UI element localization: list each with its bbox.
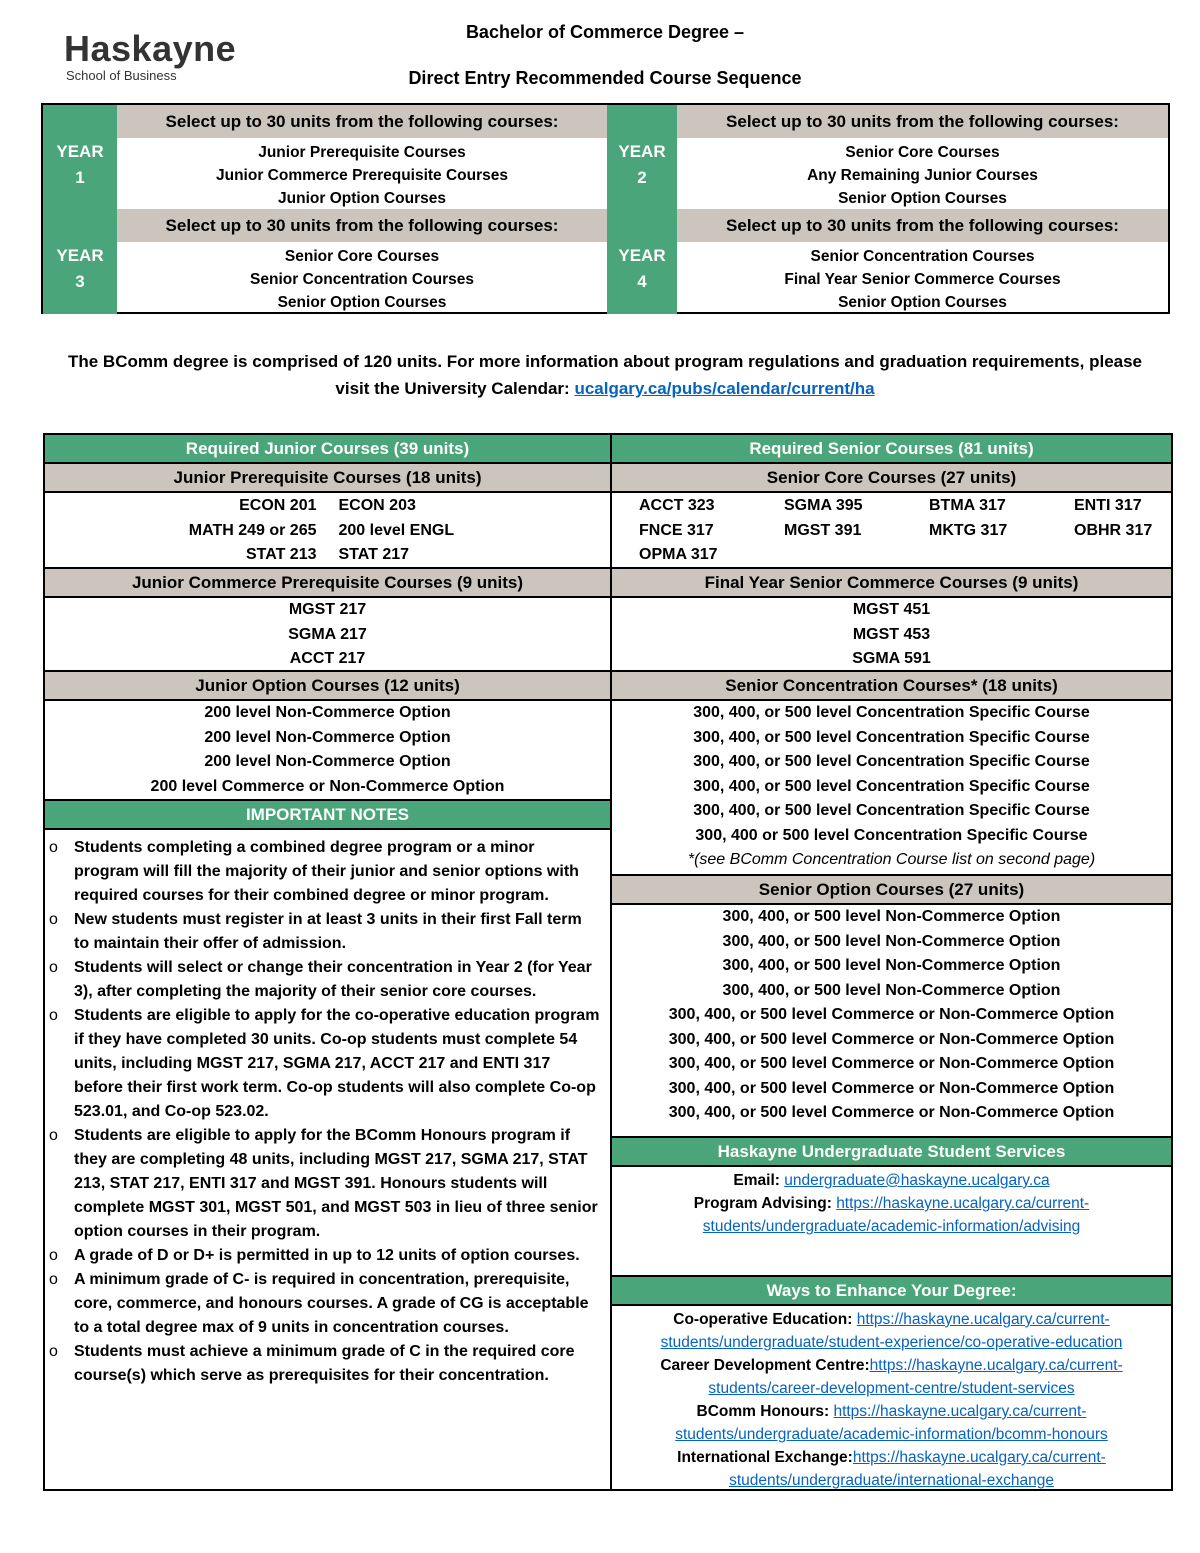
course-item: 300, 400, or 500 level Non-Commerce Option: [722, 981, 1061, 999]
course-item: 300, 400, or 500 level Non-Commerce Option: [722, 908, 1061, 925]
course-item: MATH 249 or 265: [188, 521, 317, 539]
junior-options-header: Junior Option Courses (12 units): [45, 672, 610, 701]
email-label: Email:: [733, 1172, 785, 1189]
note-item: o A minimum grade of C- is required in concentration, prerequisite, core, commerce, and honours courses. A grade of CG is acceptable to a total degree max of 9 units in concentration courses.: [49, 1271, 589, 1336]
senior-core-header: Senior Core Courses (27 units): [612, 464, 1171, 493]
enhance-box: [612, 1306, 1171, 1492]
year-2-header: Select up to 30 units from the following courses:: [677, 105, 1168, 138]
career-link[interactable]: https://haskayne.ucalgary.ca/current-students/career-development-centre/student-services: [708, 1357, 1123, 1397]
services-header: Haskayne Undergraduate Student Services: [612, 1138, 1171, 1167]
enhance-label: International Exchange:: [677, 1449, 853, 1466]
logo-subtitle: School of Business: [66, 68, 177, 83]
services-box: [612, 1167, 1171, 1277]
senior-core-box: [612, 493, 1171, 569]
year-4-header: Select up to 30 units from the following courses:: [677, 209, 1168, 242]
course-item: BTMA 317: [929, 497, 1006, 514]
year-2-course: Any Remaining Junior Courses: [807, 167, 1038, 184]
enhance-label: Co-operative Education:: [673, 1311, 857, 1328]
email-link[interactable]: undergraduate@haskayne.ucalgary.ca: [784, 1172, 1050, 1189]
course-item: 200 level ENGL: [338, 521, 455, 539]
degree-info-text: The BComm degree is comprised of 120 units. For more information about program regulations and graduation requirements, please visit the University Calendar:: [67, 352, 1143, 398]
year-4-course: Final Year Senior Commerce Courses: [784, 271, 1061, 288]
note-item: o Students completing a combined degree program or a minor program will fill the majority of their junior and senior options with required courses for their combined degree or minor program.: [49, 839, 579, 904]
year-1-courses: [117, 105, 607, 209]
junior-commerce-box: [45, 598, 610, 672]
course-item: SGMA 395: [784, 497, 863, 514]
course-item: 300, 400, or 500 level Commerce or Non-Commerce Option: [668, 1030, 1115, 1048]
course-item: MGST 391: [784, 521, 862, 539]
course-item: 300, 400, or 500 level Concentration Specific Course: [693, 753, 1090, 770]
course-item: 200 level Non-Commerce Option: [204, 704, 451, 721]
coop-link[interactable]: https://haskayne.ucalgary.ca/current-students/undergraduate/student-experience/co-operative-education: [660, 1311, 1123, 1351]
year-4-course: Senior Concentration Courses: [810, 248, 1035, 265]
year-1-badge: YEAR 1: [43, 105, 117, 209]
concentration-note: *(see BComm Concentration Course list on second page): [687, 851, 1096, 868]
note-item: o Students are eligible to apply for the BComm Honours program if they are completing 48 units, including MGST 217, SGMA 217, STAT 213, STAT 217, ENTI 317 and MGST 391. Honours students will complete MGST 301, MGST 501, and MGST 503 in lieu of three senior option courses in their program.: [49, 1127, 598, 1240]
year-1-course: Junior Option Courses: [278, 190, 446, 207]
course-item: ECON 201: [239, 497, 317, 514]
year-3-header: Select up to 30 units from the following courses:: [117, 209, 607, 242]
course-item: OBHR 317: [1074, 521, 1153, 539]
note-item: o A grade of D or D+ is permitted in up to 12 units of option courses.: [49, 1247, 580, 1264]
course-item: 300, 400, or 500 level Concentration Specific Course: [693, 802, 1090, 819]
course-item: 300, 400, or 500 level Non-Commerce Option: [722, 932, 1061, 950]
course-item: 300, 400, or 500 level Concentration Specific Course: [693, 704, 1090, 721]
senior-options-box: [612, 905, 1171, 1138]
senior-header: Required Senior Courses (81 units): [612, 435, 1171, 464]
year-3-courses: [117, 209, 607, 314]
enhance-header: Ways to Enhance Your Degree:: [612, 1277, 1171, 1306]
course-item: STAT 213: [245, 546, 317, 563]
note-item: o Students are eligible to apply for the co-operative education program if they have completed 30 units. Co-op students must complete 54 units, including MGST 217, SGMA 217, ACCT 217 and ENTI 317 before their first work term. Co-op students will also complete Co-op 523.01, and Co-op 523.02.: [49, 1007, 600, 1120]
year-3-course: Senior Core Courses: [284, 248, 440, 265]
honours-link[interactable]: https://haskayne.ucalgary.ca/current-students/undergraduate/academic-information/bcomm-honours: [675, 1403, 1108, 1443]
notes-list: [45, 830, 610, 1388]
final-year-box: [612, 598, 1171, 672]
junior-prereq-header: Junior Prerequisite Courses (18 units): [45, 464, 610, 493]
page-title: Bachelor of Commerce Degree –: [465, 22, 745, 42]
exchange-link[interactable]: https://haskayne.ucalgary.ca/current-students/undergraduate/international-exchange: [729, 1449, 1106, 1489]
course-item: MGST 451: [852, 601, 931, 618]
note-item: o Students must achieve a minimum grade of C in the required core course(s) which serve as prerequisites for their concentration.: [49, 1343, 575, 1384]
year-2-course: Senior Option Courses: [838, 190, 1007, 207]
junior-header: Required Junior Courses (39 units): [45, 435, 610, 464]
course-item: 300, 400, or 500 level Commerce or Non-Commerce Option: [668, 1104, 1115, 1121]
year-3-course: Senior Concentration Courses: [250, 271, 474, 288]
year-2-courses: [677, 105, 1168, 209]
logo-wordmark: Haskayne: [64, 28, 237, 69]
senior-column: [612, 435, 1171, 1489]
course-item: 300, 400, or 500 level Non-Commerce Option: [722, 957, 1061, 974]
course-item: 200 level Non-Commerce Option: [204, 753, 451, 770]
course-item: SGMA 217: [288, 625, 367, 643]
course-item: MGST 453: [852, 625, 931, 643]
course-item: ECON 203: [338, 497, 416, 514]
year-1-course: Junior Commerce Prerequisite Courses: [215, 167, 509, 184]
course-sequence-table: [41, 103, 1170, 314]
year-3-badge: YEAR 3: [43, 209, 117, 314]
junior-commerce-header: Junior Commerce Prerequisite Courses (9 units): [45, 569, 610, 598]
calendar-link[interactable]: ucalgary.ca/pubs/calendar/current/ha: [574, 379, 875, 398]
year-1-course: Junior Prerequisite Courses: [258, 144, 466, 161]
notes-header: IMPORTANT NOTES: [45, 801, 610, 830]
course-item: 300, 400, or 500 level Commerce or Non-Commerce Option: [668, 1055, 1115, 1072]
note-item: o New students must register in at least 3 units in their first Fall term to maintain their offer of admission.: [49, 911, 582, 952]
year-2-course: Senior Core Courses: [845, 144, 1000, 161]
concentration-header: Senior Concentration Courses* (18 units): [612, 672, 1171, 701]
enhance-label: Career Development Centre:: [660, 1357, 870, 1374]
course-item: SGMA 591: [852, 650, 931, 667]
course-item: OPMA 317: [639, 546, 718, 563]
year-2-badge: YEAR 2: [607, 105, 677, 209]
course-item: 200 level Non-Commerce Option: [204, 728, 451, 746]
course-item: 300, 400, or 500 level Commerce or Non-Commerce Option: [668, 1006, 1115, 1023]
note-item: o Students will select or change their concentration in Year 2 (for Year 3), after completing the majority of their senior core courses.: [49, 959, 592, 1000]
year-3-course: Senior Option Courses: [277, 294, 447, 311]
year-4-badge: YEAR 4: [607, 209, 677, 314]
course-item: 300, 400, or 500 level Commerce or Non-Commerce Option: [668, 1079, 1115, 1097]
course-item: 300, 400, or 500 level Concentration Specific Course: [693, 728, 1090, 746]
junior-prereq-box: [45, 493, 610, 569]
course-item: 200 level Commerce or Non-Commerce Option: [150, 777, 505, 795]
course-item: MKTG 317: [929, 521, 1008, 539]
concentration-box: [612, 701, 1171, 876]
course-item: 300, 400, or 500 level Concentration Specific Course: [693, 777, 1090, 795]
course-item: ACCT 217: [289, 650, 366, 667]
advising-label: Program Advising:: [693, 1195, 837, 1212]
year-4-courses: [677, 209, 1168, 314]
final-year-header: Final Year Senior Commerce Courses (9 units): [612, 569, 1171, 598]
junior-column: [45, 435, 612, 1489]
junior-options-box: [45, 701, 610, 801]
course-item: 300, 400 or 500 level Concentration Specific Course: [695, 826, 1088, 844]
degree-info: [60, 348, 1150, 402]
page-subtitle: Direct Entry Recommended Course Sequence: [408, 68, 802, 88]
senior-options-header: Senior Option Courses (27 units): [612, 876, 1171, 905]
course-requirements-table: [43, 433, 1173, 1491]
course-item: ENTI 317: [1074, 497, 1142, 514]
course-item: MGST 217: [288, 601, 367, 618]
course-item: STAT 217: [338, 546, 410, 563]
enhance-label: BComm Honours:: [696, 1403, 834, 1420]
year-1-header: Select up to 30 units from the following courses:: [117, 105, 607, 138]
year-4-course: Senior Option Courses: [838, 294, 1007, 311]
haskayne-logo: [64, 30, 236, 83]
advising-link[interactable]: https://haskayne.ucalgary.ca/current-students/undergraduate/academic-information/advising: [702, 1195, 1090, 1235]
course-item: FNCE 317: [639, 521, 714, 539]
course-item: ACCT 323: [639, 497, 715, 514]
